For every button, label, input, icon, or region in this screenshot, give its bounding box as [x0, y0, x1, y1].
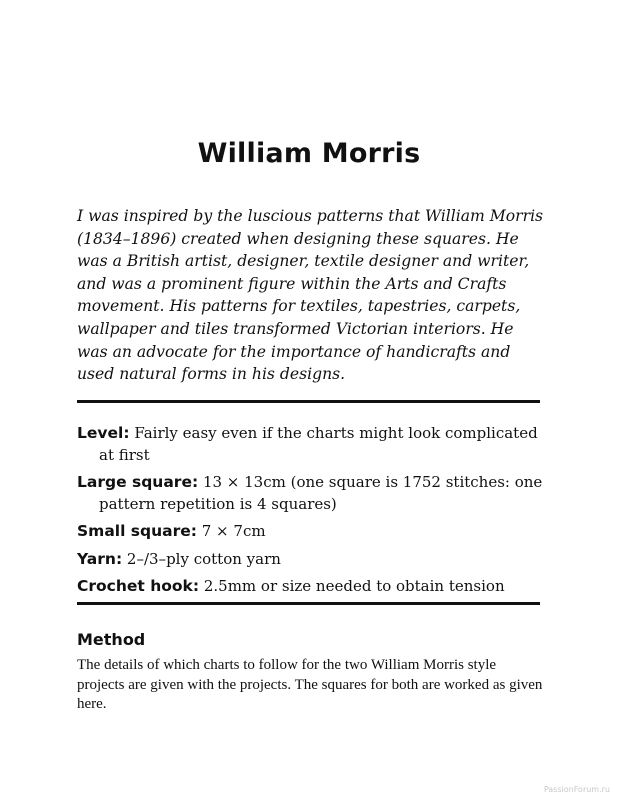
- specs-list: [77, 423, 547, 604]
- top-divider: [77, 400, 540, 403]
- method-heading: Method: [77, 630, 146, 649]
- spec-value: Fairly easy even if the charts might look complicated at first: [99, 424, 538, 464]
- spec-label: Level:: [77, 424, 130, 442]
- spec-yarn: [77, 549, 547, 571]
- spec-level: [77, 423, 547, 466]
- spec-large-square: [77, 472, 547, 515]
- bottom-divider: [77, 602, 540, 605]
- method-paragraph: The details of which charts to follow for the two William Morris style projects are given with the projects. The squares for both are worked as given here.: [77, 657, 543, 712]
- spec-value: 13 × 13cm (one square is 1752 stitches: one pattern repetition is 4 squares): [99, 473, 543, 513]
- intro-paragraph: I was inspired by the luscious patterns that William Morris (1834–1896) created when designing these squares. He was a British artist, designer, textile designer and writer, and was a prominent figure within the Arts and Crafts movement. His patterns for textiles, tapestries, carpets, wallpaper and tiles transformed Victorian interiors. He was an advocate for the importance of handicrafts and used natural forms in his designs.: [77, 207, 544, 384]
- spec-value: 2.5mm or size needed to obtain tension: [203, 577, 505, 595]
- spec-crochet-hook: [77, 576, 547, 598]
- spec-label: Small square:: [77, 522, 197, 540]
- watermark: PassionForum.ru: [543, 785, 610, 794]
- spec-value: 7 × 7cm: [201, 522, 266, 540]
- spec-label: Yarn:: [77, 549, 123, 568]
- spec-value: 2–/3–ply cotton yarn: [126, 549, 281, 568]
- page-title: William Morris: [197, 138, 421, 169]
- spec-label: Large square:: [77, 473, 199, 491]
- spec-label: Crochet hook:: [77, 577, 200, 595]
- spec-small-square: [77, 521, 547, 543]
